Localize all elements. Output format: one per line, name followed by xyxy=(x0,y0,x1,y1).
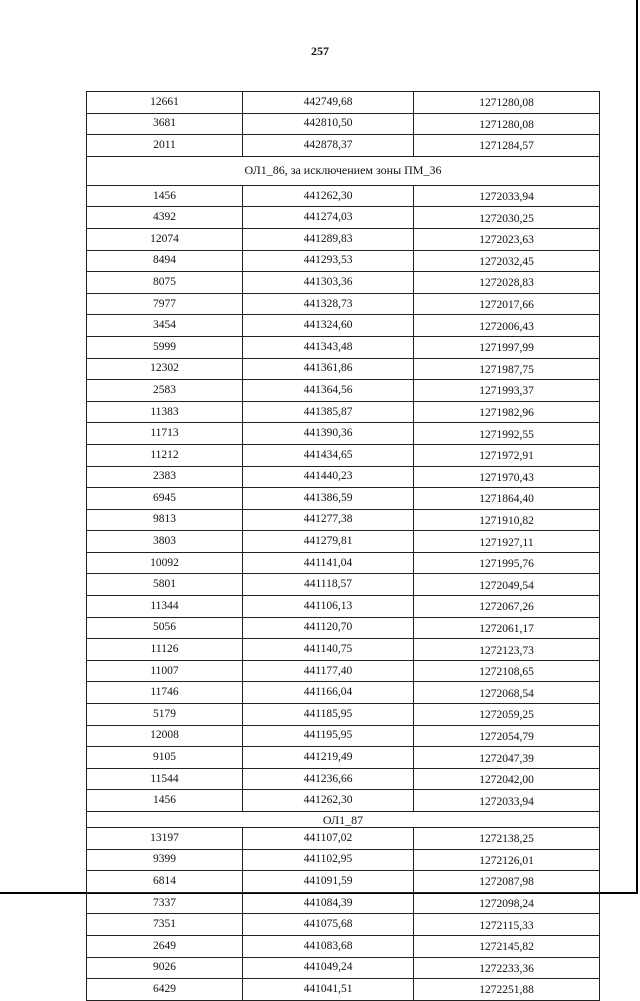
y-coordinate-cell: 1272032,45 xyxy=(414,250,600,272)
x-coordinate-cell: 441434,65 xyxy=(243,444,414,466)
y-coordinate-cell: 1271997,99 xyxy=(414,336,600,358)
y-coordinate-cell: 1272087,98 xyxy=(414,871,600,893)
x-coordinate-cell: 441118,57 xyxy=(243,574,414,596)
y-coordinate-cell: 1271284,57 xyxy=(414,135,600,157)
table-row xyxy=(87,466,600,488)
y-coordinate-cell: 1272054,79 xyxy=(414,725,600,747)
y-coordinate-cell: 1272042,00 xyxy=(414,768,600,790)
y-coordinate-cell: 1271995,76 xyxy=(414,552,600,574)
y-coordinate-cell: 1271972,91 xyxy=(414,444,600,466)
table-row xyxy=(87,336,600,358)
point-number-cell: 2011 xyxy=(87,135,243,157)
table-row xyxy=(87,488,600,510)
y-coordinate-cell: 1272030,25 xyxy=(414,207,600,229)
point-number-cell: 9399 xyxy=(87,849,243,871)
point-number-cell: 8494 xyxy=(87,250,243,272)
x-coordinate-cell: 441324,60 xyxy=(243,315,414,337)
point-number-cell: 2583 xyxy=(87,380,243,402)
y-coordinate-cell: 1272115,33 xyxy=(414,914,600,936)
point-number-cell: 5801 xyxy=(87,574,243,596)
table-row xyxy=(87,293,600,315)
table-row xyxy=(87,957,600,979)
table-row xyxy=(87,682,600,704)
x-coordinate-cell: 441262,30 xyxy=(243,790,414,812)
point-number-cell: 5056 xyxy=(87,617,243,639)
y-coordinate-cell: 1272251,88 xyxy=(414,979,600,1001)
x-coordinate-cell: 441219,49 xyxy=(243,747,414,769)
x-coordinate-cell: 441107,02 xyxy=(243,828,414,850)
x-coordinate-cell: 441041,51 xyxy=(243,979,414,1001)
y-coordinate-cell: 1272145,82 xyxy=(414,935,600,957)
table-row xyxy=(87,617,600,639)
table-row xyxy=(87,790,600,812)
point-number-cell: 3454 xyxy=(87,315,243,337)
x-coordinate-cell: 441140,75 xyxy=(243,639,414,661)
x-coordinate-cell: 441166,04 xyxy=(243,682,414,704)
y-coordinate-cell: 1272006,43 xyxy=(414,315,600,337)
x-coordinate-cell: 441279,81 xyxy=(243,531,414,553)
point-number-cell: 11126 xyxy=(87,639,243,661)
x-coordinate-cell: 441102,95 xyxy=(243,849,414,871)
table-row xyxy=(87,228,600,250)
point-number-cell: 13197 xyxy=(87,828,243,850)
point-number-cell: 3803 xyxy=(87,531,243,553)
table-row xyxy=(87,380,600,402)
coordinates-table-body xyxy=(87,92,600,1001)
y-coordinate-cell: 1272017,66 xyxy=(414,293,600,315)
table-row xyxy=(87,660,600,682)
table-row xyxy=(87,747,600,769)
x-coordinate-cell: 441236,66 xyxy=(243,768,414,790)
table-row xyxy=(87,358,600,380)
x-coordinate-cell: 441303,36 xyxy=(243,272,414,294)
y-coordinate-cell: 1271910,82 xyxy=(414,509,600,531)
y-coordinate-cell: 1272049,54 xyxy=(414,574,600,596)
point-number-cell: 7351 xyxy=(87,914,243,936)
table-row xyxy=(87,914,600,936)
x-coordinate-cell: 442810,50 xyxy=(243,113,414,135)
point-number-cell: 11383 xyxy=(87,401,243,423)
table-row xyxy=(87,574,600,596)
y-coordinate-cell: 1272047,39 xyxy=(414,747,600,769)
y-coordinate-cell: 1271993,37 xyxy=(414,380,600,402)
x-coordinate-cell: 441141,04 xyxy=(243,552,414,574)
point-number-cell: 11713 xyxy=(87,423,243,445)
point-number-cell: 12074 xyxy=(87,228,243,250)
table-row xyxy=(87,401,600,423)
y-coordinate-cell: 1271280,08 xyxy=(414,92,600,114)
y-coordinate-cell: 1272061,17 xyxy=(414,617,600,639)
y-coordinate-cell: 1271982,96 xyxy=(414,401,600,423)
point-number-cell: 2383 xyxy=(87,466,243,488)
table-row xyxy=(87,596,600,618)
point-number-cell: 9105 xyxy=(87,747,243,769)
coordinates-table xyxy=(86,91,600,1001)
x-coordinate-cell: 441185,95 xyxy=(243,704,414,726)
x-coordinate-cell: 441293,53 xyxy=(243,250,414,272)
table-row xyxy=(87,935,600,957)
x-coordinate-cell: 441390,36 xyxy=(243,423,414,445)
table-row xyxy=(87,871,600,893)
y-coordinate-cell: 1271864,40 xyxy=(414,488,600,510)
table-row xyxy=(87,444,600,466)
x-coordinate-cell: 441343,48 xyxy=(243,336,414,358)
table-row xyxy=(87,704,600,726)
x-coordinate-cell: 441177,40 xyxy=(243,660,414,682)
point-number-cell: 12302 xyxy=(87,358,243,380)
x-coordinate-cell: 441361,86 xyxy=(243,358,414,380)
x-coordinate-cell: 441049,24 xyxy=(243,957,414,979)
x-coordinate-cell: 441106,13 xyxy=(243,596,414,618)
x-coordinate-cell: 441091,59 xyxy=(243,871,414,893)
y-coordinate-cell: 1272126,01 xyxy=(414,849,600,871)
y-coordinate-cell: 1272028,83 xyxy=(414,272,600,294)
x-coordinate-cell: 441440,23 xyxy=(243,466,414,488)
table-row xyxy=(87,423,600,445)
table-row xyxy=(87,207,600,229)
x-coordinate-cell: 441364,56 xyxy=(243,380,414,402)
x-coordinate-cell: 441075,68 xyxy=(243,914,414,936)
point-number-cell: 6945 xyxy=(87,488,243,510)
x-coordinate-cell: 441084,39 xyxy=(243,892,414,914)
table-row xyxy=(87,639,600,661)
point-number-cell: 5179 xyxy=(87,704,243,726)
point-number-cell: 12008 xyxy=(87,725,243,747)
table-row xyxy=(87,315,600,337)
y-coordinate-cell: 1272033,94 xyxy=(414,185,600,207)
table-row xyxy=(87,250,600,272)
x-coordinate-cell: 441386,59 xyxy=(243,488,414,510)
point-number-cell: 1456 xyxy=(87,185,243,207)
x-coordinate-cell: 442878,37 xyxy=(243,135,414,157)
x-coordinate-cell: 441262,30 xyxy=(243,185,414,207)
x-coordinate-cell: 441289,83 xyxy=(243,228,414,250)
section-header-row xyxy=(87,812,600,828)
y-coordinate-cell: 1272059,25 xyxy=(414,704,600,726)
section-title: ОЛ1_87 xyxy=(87,812,600,828)
table-row xyxy=(87,509,600,531)
point-number-cell: 4392 xyxy=(87,207,243,229)
section-title: ОЛ1_86, за исключением зоны ПМ_36 xyxy=(87,156,600,185)
point-number-cell: 11212 xyxy=(87,444,243,466)
point-number-cell: 6429 xyxy=(87,979,243,1001)
point-number-cell: 6814 xyxy=(87,871,243,893)
y-coordinate-cell: 1271987,75 xyxy=(414,358,600,380)
point-number-cell: 11007 xyxy=(87,660,243,682)
point-number-cell: 10092 xyxy=(87,552,243,574)
point-number-cell: 7977 xyxy=(87,293,243,315)
y-coordinate-cell: 1272067,26 xyxy=(414,596,600,618)
y-coordinate-cell: 1271992,55 xyxy=(414,423,600,445)
point-number-cell: 1456 xyxy=(87,790,243,812)
y-coordinate-cell: 1272023,63 xyxy=(414,228,600,250)
y-coordinate-cell: 1272033,94 xyxy=(414,790,600,812)
point-number-cell: 7337 xyxy=(87,892,243,914)
section-header-row xyxy=(87,156,600,185)
y-coordinate-cell: 1271970,43 xyxy=(414,466,600,488)
point-number-cell: 2649 xyxy=(87,935,243,957)
point-number-cell: 11544 xyxy=(87,768,243,790)
point-number-cell: 9026 xyxy=(87,957,243,979)
y-coordinate-cell: 1271280,08 xyxy=(414,113,600,135)
x-coordinate-cell: 441195,95 xyxy=(243,725,414,747)
page-number: 257 xyxy=(311,44,329,58)
table-row xyxy=(87,531,600,553)
x-coordinate-cell: 441385,87 xyxy=(243,401,414,423)
x-coordinate-cell: 441328,73 xyxy=(243,293,414,315)
y-coordinate-cell: 1272138,25 xyxy=(414,828,600,850)
y-coordinate-cell: 1271927,11 xyxy=(414,531,600,553)
point-number-cell: 11344 xyxy=(87,596,243,618)
point-number-cell: 8075 xyxy=(87,272,243,294)
point-number-cell: 3681 xyxy=(87,113,243,135)
y-coordinate-cell: 1272233,36 xyxy=(414,957,600,979)
x-coordinate-cell: 441277,38 xyxy=(243,509,414,531)
x-coordinate-cell: 441274,03 xyxy=(243,207,414,229)
y-coordinate-cell: 1272123,73 xyxy=(414,639,600,661)
point-number-cell: 11746 xyxy=(87,682,243,704)
table-row xyxy=(87,272,600,294)
table-row xyxy=(87,768,600,790)
table-row xyxy=(87,725,600,747)
y-coordinate-cell: 1272068,54 xyxy=(414,682,600,704)
point-number-cell: 9813 xyxy=(87,509,243,531)
table-row xyxy=(87,828,600,850)
point-number-cell: 12661 xyxy=(87,92,243,114)
table-row xyxy=(87,185,600,207)
table-row xyxy=(87,552,600,574)
table-row xyxy=(87,849,600,871)
y-coordinate-cell: 1272098,24 xyxy=(414,892,600,914)
x-coordinate-cell: 442749,68 xyxy=(243,92,414,114)
x-coordinate-cell: 441083,68 xyxy=(243,935,414,957)
table-row xyxy=(87,135,600,157)
table-row xyxy=(87,979,600,1001)
x-coordinate-cell: 441120,70 xyxy=(243,617,414,639)
y-coordinate-cell: 1272108,65 xyxy=(414,660,600,682)
point-number-cell: 5999 xyxy=(87,336,243,358)
table-row xyxy=(87,92,600,114)
table-row xyxy=(87,113,600,135)
